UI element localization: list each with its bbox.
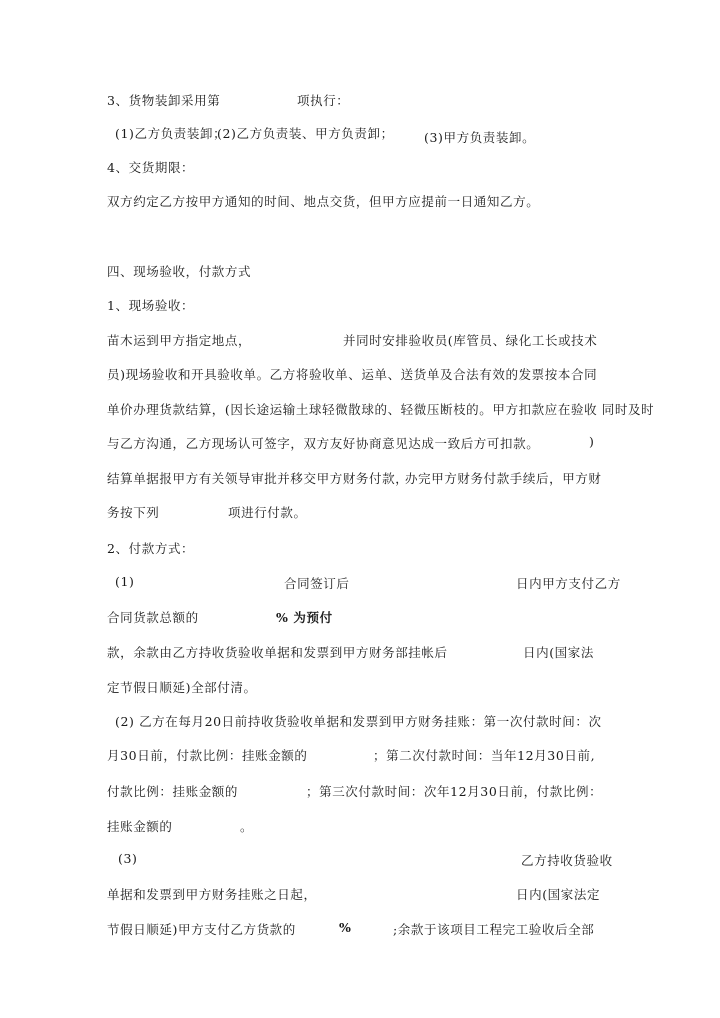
- clause-2-label: 2、付款方式：: [107, 541, 195, 556]
- delivery-text: 双方约定乙方按甲方通知的时间、地点交货，但甲方应提前一日通知乙方。: [107, 194, 540, 209]
- option-3: (3)甲方负责装卸。: [424, 130, 536, 145]
- option-2: (2)乙方负责装、甲方负责卸；: [217, 126, 394, 141]
- payment-3-line-2b: 日内(国家法定: [516, 887, 601, 902]
- inspection-line-6a: 务按下列: [107, 505, 160, 520]
- payment-3-text-a: 乙方持收货验收: [521, 853, 613, 868]
- inspection-line-3: 单价办理货款结算，(因长途运输土球轻微散球的、轻微压断枝的。甲方扣款应在验收 同时及时: [107, 402, 655, 417]
- payment-1-text-b: 日内甲方支付乙方: [516, 576, 621, 591]
- payment-1-line-2b: % 为预付: [276, 610, 333, 625]
- section-4-heading: 四、现场验收，付款方式: [107, 264, 252, 279]
- payment-2-line-4b: 。: [240, 819, 254, 834]
- payment-1-line-3b: 日内(国家法: [523, 645, 594, 660]
- payment-2-line-4a: 挂账金额的: [107, 819, 173, 834]
- payment-3-marker: (3): [118, 851, 138, 866]
- inspection-line-2: 员)现场验收和开具验收单。乙方将验收单、运单、送货单及合法有效的发票按本合同: [107, 367, 598, 382]
- clause-1-label: 1、现场验收：: [107, 298, 195, 313]
- inspection-line-4a: 与乙方沟通，乙方现场认可签字，双方友好协商意见达成一致后方可扣款。: [107, 436, 540, 451]
- option-1: (1)乙方负责装卸；: [115, 126, 227, 141]
- payment-2-line-3b: ；第三次付款时间：次年12月30日前，付款比例：: [306, 784, 603, 799]
- payment-2-line-2a: 月30日前，付款比例：挂账金额的: [107, 748, 308, 763]
- payment-3-line-2a: 单据和发票到甲方财务挂账之日起，: [107, 887, 317, 902]
- payment-3-line-3a: 节假日顺延)甲方支付乙方货款的: [107, 922, 296, 937]
- payment-1-marker: (1): [115, 574, 135, 589]
- clause-3-tail: 项执行：: [297, 93, 350, 108]
- clause-4-label: 4、交货期限：: [107, 160, 195, 175]
- inspection-line-1a: 苗木运到甲方指定地点，: [107, 333, 252, 348]
- payment-1-text-a: 合同签订后: [284, 576, 350, 591]
- payment-2-line-1: (2) 乙方在每月20日前持收货验收单据和发票到甲方财务挂账：第一次付款时间：次: [115, 714, 602, 729]
- payment-3-line-3c: ;余款于该项目工程完工验收后全部: [393, 922, 595, 937]
- inspection-line-6b: 项进行付款。: [228, 505, 307, 520]
- payment-2-line-3a: 付款比例：挂账金额的: [107, 784, 239, 799]
- inspection-line-5b: 办完甲方财务付款手续后，甲方财: [405, 471, 602, 486]
- closing-paren: ): [589, 434, 595, 449]
- payment-2-line-2b: ；第二次付款时间：当年12月30日前,: [373, 748, 596, 763]
- clause-3-label: 3、货物装卸采用第: [107, 93, 221, 108]
- inspection-line-1b: 并同时安排验收员(库管员、绿化工长或技术: [343, 333, 598, 348]
- payment-1-line-4: 定节假日顺延)全部付清。: [107, 680, 257, 695]
- payment-1-line-2a: 合同货款总额的: [107, 610, 199, 625]
- inspection-line-5a: 结算单据报甲方有关领导审批并移交甲方财务付款，: [107, 471, 409, 486]
- payment-1-line-3a: 款，余款由乙方持收货验收单据和发票到甲方财务部挂帐后: [107, 645, 448, 660]
- payment-3-line-3b: %: [339, 920, 352, 935]
